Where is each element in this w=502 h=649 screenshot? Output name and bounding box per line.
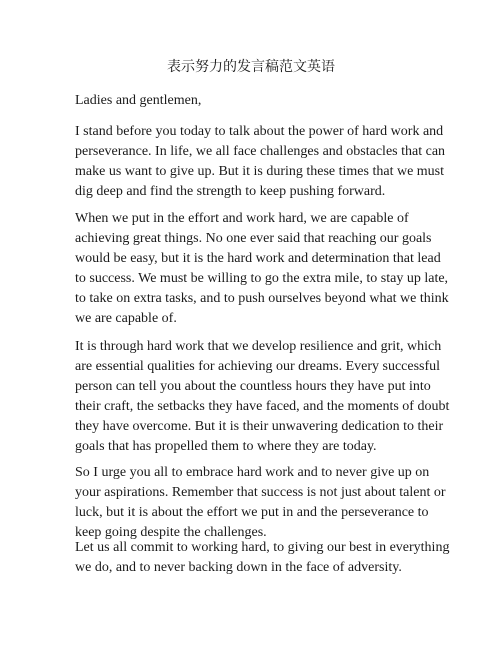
paragraph-line: would be easy, but it is the hard work and determination that lead <box>75 251 441 266</box>
salutation: Ladies and gentlemen, <box>75 93 202 108</box>
paragraph-line: It is through hard work that we develop resilience and grit, which <box>75 339 442 354</box>
paragraph-3 <box>75 337 450 457</box>
paragraph-line: achieving great things. No one ever said that reaching our goals <box>75 231 432 246</box>
paragraph-line: we are capable of. <box>75 311 177 326</box>
paragraph-4 <box>75 463 446 543</box>
paragraph-line: to success. We must be willing to go the extra mile, to stay up late, <box>75 271 449 286</box>
paragraph-line: So I urge you all to embrace hard work and to never give up on <box>75 465 430 480</box>
paragraph-line: dig deep and find the strength to keep pushing forward. <box>75 184 386 199</box>
paragraph-line: keep going despite the challenges. <box>75 525 267 540</box>
paragraph-line: to take on extra tasks, and to push ourselves beyond what we think <box>75 291 449 306</box>
paragraph-line: I stand before you today to talk about the power of hard work and <box>75 124 444 139</box>
paragraph-line: we do, and to never backing down in the face of adversity. <box>75 560 402 575</box>
paragraph-line: are essential qualities for achieving our dreams. Every successful <box>75 359 441 374</box>
paragraph-line: perseverance. In life, we all face challenges and obstacles that can <box>75 144 446 159</box>
paragraph-line: goals that has propelled them to where they are today. <box>75 439 377 454</box>
paragraph-line: your aspirations. Remember that success is not just about talent or <box>75 485 446 500</box>
paragraph-2 <box>75 209 449 329</box>
paragraph-line: make us want to give up. But it is during these times that we must <box>75 164 445 179</box>
paragraph-line: they have overcome. But it is their unwavering dedication to their <box>75 419 444 434</box>
paragraph-line: When we put in the effort and work hard, we are capable of <box>75 211 409 226</box>
paragraph-5 <box>75 538 450 578</box>
paragraph-line: Let us all commit to working hard, to giving our best in everything <box>75 540 450 555</box>
paragraph-line: person can tell you about the countless hours they have put into <box>75 379 431 394</box>
paragraph-line: luck, but it is about the effort we put in and the perseverance to <box>75 505 429 520</box>
paragraph-line: their craft, the setbacks they have faced, and the moments of doubt <box>75 399 450 414</box>
paragraph-1 <box>75 122 446 202</box>
document-title: 表示努力的发言稿范文英语 <box>167 59 335 75</box>
